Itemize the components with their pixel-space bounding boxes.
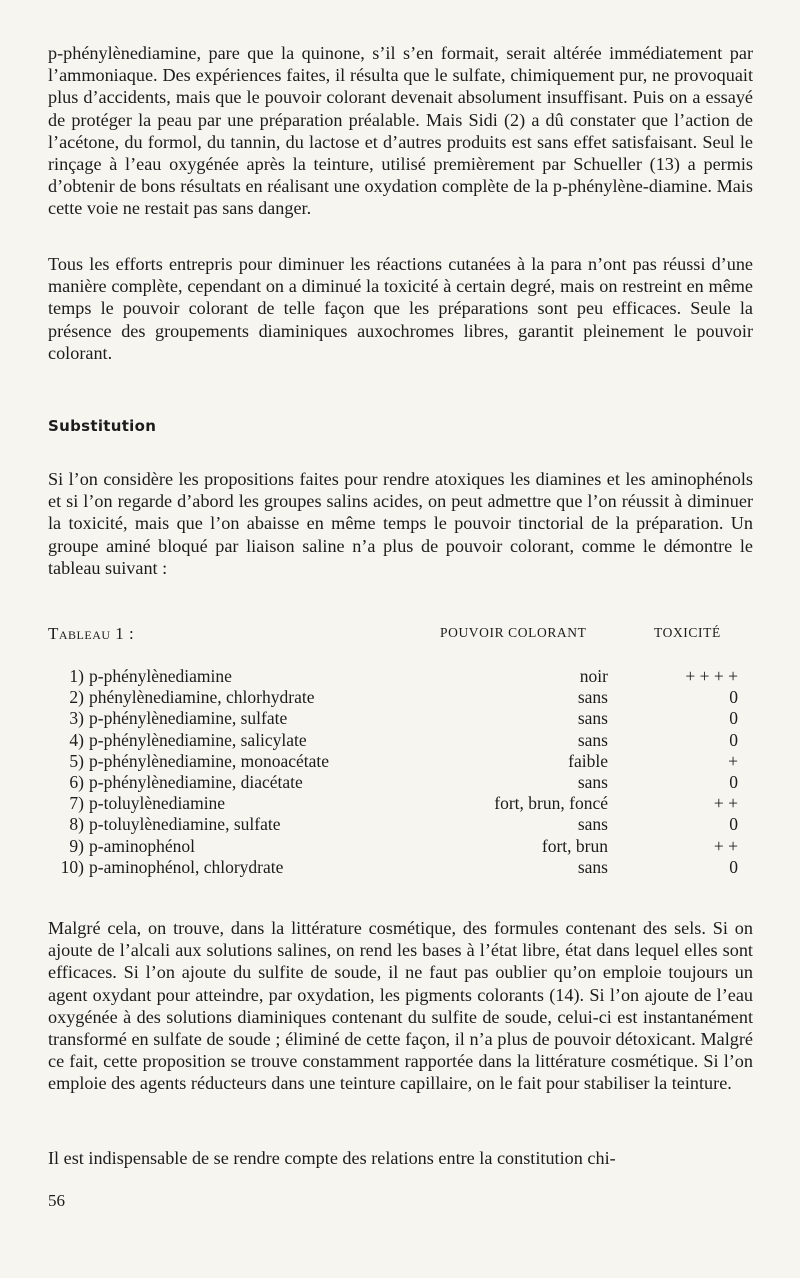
colorant-value: sans	[577, 814, 608, 835]
compound-name: p-toluylènediamine, sulfate	[89, 814, 281, 835]
compound-name: p-phénylènediamine, diacétate	[89, 771, 303, 792]
row-number: 3)	[69, 708, 84, 729]
column-header-colorant: POUVOIR COLORANT	[440, 625, 587, 640]
toxicite-value: + +	[713, 835, 738, 856]
table-row	[48, 793, 753, 814]
colorant-value: fort, brun, foncé	[494, 793, 608, 814]
row-number: 10)	[60, 856, 84, 877]
row-number: 6)	[69, 771, 84, 792]
colorant-value: sans	[577, 708, 608, 729]
row-number: 4)	[69, 729, 84, 750]
table-row	[48, 772, 753, 793]
compound-name: p-aminophénol	[89, 835, 195, 856]
table-row	[48, 708, 753, 729]
paragraph-5: Il est indispensable de se rendre compte des relations entre la constitution chi-	[48, 1148, 616, 1168]
colorant-value: faible	[568, 750, 608, 771]
toxicite-value: + + + +	[685, 666, 738, 686]
toxicite-value: 0	[729, 856, 738, 877]
table-row	[48, 687, 753, 708]
table-row	[48, 666, 753, 687]
toxicite-value: +	[728, 750, 738, 771]
page-number: 56	[48, 1191, 65, 1210]
row-number: 9)	[69, 835, 84, 856]
colorant-value: sans	[577, 856, 608, 877]
table-row	[48, 857, 753, 878]
colorant-value: sans	[577, 729, 608, 750]
toxicite-value: 0	[729, 708, 738, 729]
compound-name: p-phénylènediamine, salicylate	[89, 729, 307, 750]
colorant-value: sans	[577, 687, 608, 708]
compound-name: p-phénylènediamine, monoacétate	[89, 750, 330, 771]
table-row	[48, 814, 753, 835]
compound-name: p-phénylènediamine, sulfate	[89, 708, 288, 729]
colorant-value: sans	[577, 771, 608, 792]
compound-name: p-aminophénol, chlorydrate	[89, 856, 284, 877]
table-row	[48, 751, 753, 772]
column-header-toxicite: TOXICITÉ	[654, 625, 721, 640]
row-number: 1)	[69, 666, 84, 686]
section-heading: Substitution	[48, 417, 157, 435]
row-number: 7)	[69, 793, 84, 814]
colorant-value: fort, brun	[541, 835, 608, 856]
toxicite-value: 0	[729, 687, 738, 708]
table-header	[48, 624, 753, 646]
table-body	[48, 666, 753, 878]
toxicite-value: 0	[729, 814, 738, 835]
paragraph-1: p-phénylènediamine, pare que la quinone, s’il s’en formait, serait altérée immédiatement par l’ammoniaque. Des expériences faites, il résulta que le sulfate, chimiquement pur, ne provoquait plus d’accidents, mais que le pouvoir colorant devenait absolument insuffisant. Puis on a essayé de protéger la peau par une préparation préalable. Mais Sidi (2) a dû constater que l’action de l’acétone, du formol, du tannin, du lactose et d’autres produits est sans effet satisfaisant. Seul le rinçage à l’eau oxygénée après la teinture, utilisé premièrement par Schueller (13) a permis d’obtenir de bons résultats en réalisant une oxydation complète de la p-phénylène-diamine. Mais cette voie ne restait pas sans danger.	[48, 43, 753, 219]
toxicite-value: 0	[729, 729, 738, 750]
compound-name: p-toluylènediamine	[89, 793, 226, 814]
table-row	[48, 836, 753, 857]
data-table	[48, 624, 753, 877]
paragraph-2: Tous les efforts entrepris pour diminuer les réactions cutanées à la para n’ont pas réussi d’une manière complète, cependant on a diminué la toxicité à certain degré, mais on restreint en même temps le pouvoir colorant de telle façon que les préparations sont peu efficaces. Seule la présence des groupements diaminiques auxochromes libres, garantit pleinement le pouvoir colorant.	[48, 254, 753, 363]
row-number: 2)	[69, 687, 84, 708]
compound-name: p-phénylènediamine	[89, 666, 232, 686]
toxicite-value: 0	[729, 771, 738, 792]
paragraph-4: Malgré cela, on trouve, dans la littérature cosmétique, des formules contenant des sels. Si on ajoute de l’alcali aux solutions salines, on rend les bases à l’état libre, état dans lequel elles sont efficaces. Si l’on ajoute du sulfite de soude, il ne faut pas oublier qu’on emploie toujours un agent oxydant pour atteindre, par oxydation, les pigments colorants (14). Si l’on ajoute de l’eau oxygénée à des solutions diaminiques contenant du sulfite de soude, celui-ci est instantanément transformé en sulfate de soude ; éliminé de cette façon, il n’a plus de pouvoir détoxicant. Malgré ce fait, cette proposition se trouve constamment rapportée dans la littérature cosmétique. Si l’on emploie des agents réducteurs dans une teinture capillaire, on le fait pour stabiliser la teinture.	[48, 918, 753, 1094]
colorant-value: noir	[579, 666, 608, 686]
table-caption: Tableau 1 :	[48, 624, 135, 643]
table-row	[48, 730, 753, 751]
toxicite-value: + +	[713, 793, 738, 814]
row-number: 8)	[69, 814, 84, 835]
compound-name: phénylènediamine, chlorhydrate	[89, 687, 315, 708]
row-number: 5)	[69, 750, 84, 771]
paragraph-3: Si l’on considère les propositions faites pour rendre atoxiques les diamines et les aminophénols et si l’on regarde d’abord les groupes salins acides, on peut admettre que l’on réussit à diminuer la toxicité, mais que l’on abaisse en même temps le pouvoir tinctorial de la préparation. Un groupe aminé bloqué par liaison saline n’a plus de pouvoir colorant, comme le démontre le tableau suivant :	[48, 469, 753, 578]
